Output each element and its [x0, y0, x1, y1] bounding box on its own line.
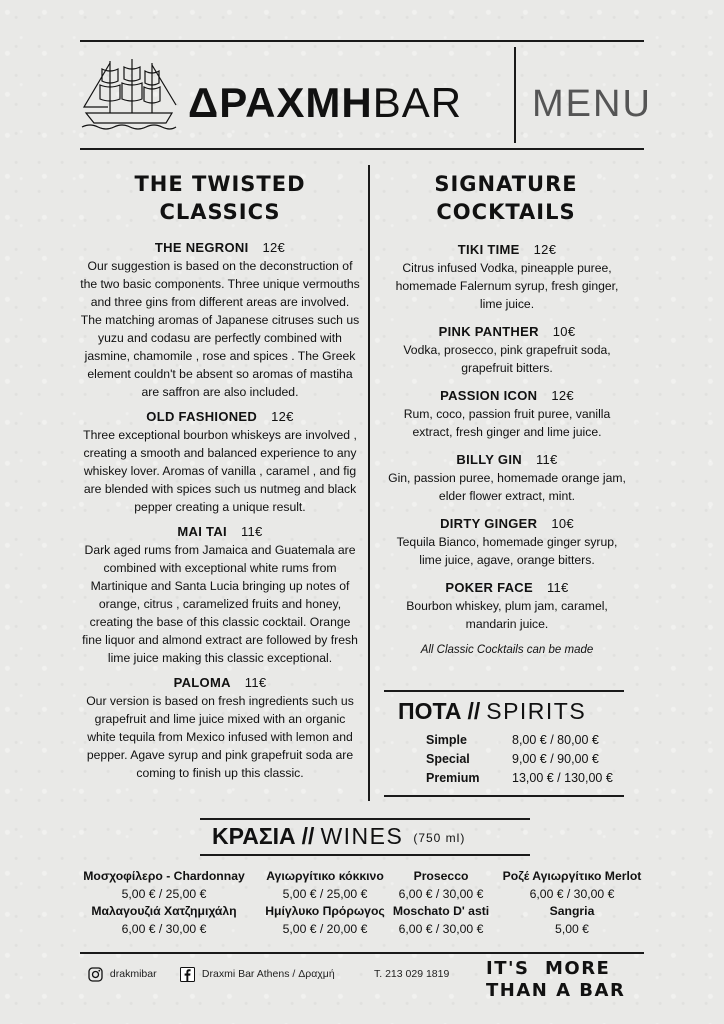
wines-title-english: WINES [320, 823, 404, 849]
wine-name: Sangria [549, 904, 595, 918]
wine-price: 5,00 € / 20,00 € [282, 921, 368, 936]
wine-price: 5,00 € / 25,00 € [282, 886, 368, 901]
spirits-title-greek: ΠΟΤΑ [398, 698, 462, 724]
spirit-price: 13,00 € / 130,00 € [512, 771, 613, 785]
classic-cocktails-note: All Classic Cocktails can be made [420, 644, 594, 656]
cocktail-item-dirty-ginger [384, 514, 630, 569]
wine-column-4 [494, 868, 650, 938]
cocktail-item-mai-tai [80, 522, 360, 667]
sailing-ship-icon [80, 55, 178, 135]
cocktail-description: Bourbon whiskey, plum jam, caramel, mandarin juice. [406, 599, 608, 631]
cocktail-name: OLD FASHIONED [146, 409, 258, 424]
wine-name: Moschato D' asti [392, 904, 490, 918]
cocktail-name: TIKI TIME [457, 242, 520, 257]
spirit-price: 9,00 € / 90,00 € [512, 752, 599, 766]
cocktail-price: 12€ [262, 240, 286, 255]
cocktail-description: Vodka, prosecco, pink grapefruit soda, grapefruit bitters. [403, 343, 611, 375]
wines-bottom-rule [200, 854, 530, 856]
wine-name: Ροζέ Αγιωργίτικο Merlot [502, 869, 642, 883]
menu-title: MENU [532, 83, 652, 125]
cocktail-name: PALOMA [173, 675, 231, 690]
wine-price: 6,00 € / 30,00 € [398, 886, 484, 901]
cocktail-price: 12€ [533, 242, 557, 257]
cocktail-item-passion-icon [384, 386, 630, 441]
spirits-title-separator: // [467, 698, 481, 724]
wine-item [378, 903, 504, 938]
instagram-handle: drakmibar [109, 968, 157, 980]
cocktail-name: MAI TAI [177, 524, 227, 539]
slogan: IT'S MORE THAN A BAR [486, 958, 626, 1001]
wine-name: Μοσχοφίλερο - Chardonnay [83, 869, 245, 883]
footer-rule [80, 952, 644, 954]
cocktail-name: PINK PANTHER [438, 324, 539, 339]
facebook-page: Draxmi Bar Athens / Δραχμή [201, 968, 335, 980]
brand-logo [188, 80, 462, 126]
instagram-icon [88, 967, 103, 982]
spirit-name: Premium [426, 771, 480, 785]
cocktail-price: 12€ [271, 409, 294, 424]
cocktail-description: Our version is based on fresh ingredients such us grapefruit and lime juice mixed with an organic white tequila from Mexico infused with lemon and pepper. Agave syrup and pink grapefruit soda are coming to finish up this classic. [86, 694, 354, 780]
brand-name-greek: ΔΡΑΧΜΗ [188, 79, 373, 126]
brand-name-bar: BAR [372, 79, 463, 126]
cocktail-description: Dark aged rums from Jamaica and Guatemala are combined with exceptional white rums from Martinique and Santa Lucia bringing up notes of orange, citrus , caramelized fruits and honey, creating the base of this classic cocktail. Orange fine liquor and almond extract are followed by fresh lime juice making this classic exceptional. [82, 543, 358, 665]
wine-item [378, 868, 504, 903]
wine-price: 6,00 € / 30,00 € [529, 886, 615, 901]
wines-title-separator: // [301, 823, 315, 849]
wine-item [70, 903, 258, 938]
cocktail-name: PASSION ICON [440, 388, 538, 403]
wines-title [212, 821, 465, 853]
cocktail-item-poker-face [384, 578, 630, 633]
facebook-link[interactable] [180, 966, 335, 982]
spirits-top-rule [384, 690, 624, 692]
cocktail-price: 11€ [240, 524, 263, 539]
phone-number: T. 213 029 1819 [374, 968, 450, 980]
wine-price: 5,00 € [555, 921, 589, 936]
facebook-icon [180, 967, 195, 982]
column-divider [368, 165, 370, 801]
cocktail-description: Our suggestion is based on the deconstruction of the two basic components. Three unique vermouths and three gins from different areas are involved. The matching aromas of Japanese citruses such us yuzu and codasu are perfectly combined with jasmine, chamomile , rose and spices . The Greek element couldn't be absent so aromas of mastiha are saffron are also included. [80, 259, 360, 399]
cocktail-item-old-fashioned [80, 407, 360, 516]
wine-name: Ημίγλυκο Πρόρωγος [265, 904, 385, 918]
twisted-classics-list [80, 238, 360, 788]
spirits-bottom-rule [384, 795, 624, 797]
wines-top-rule [200, 818, 530, 820]
cocktail-price: 11€ [535, 452, 558, 467]
cocktail-name: THE NEGRONI [154, 240, 249, 255]
spirit-name: Simple [426, 733, 467, 747]
signature-cocktails-list [384, 240, 630, 659]
cocktail-price: 10€ [551, 516, 574, 531]
cocktail-name: DIRTY GINGER [440, 516, 538, 531]
cocktail-price: 10€ [552, 324, 576, 339]
wine-item [70, 868, 258, 903]
cocktail-item-billy-gin [384, 450, 630, 505]
cocktail-price: 11€ [546, 580, 569, 595]
cocktail-item-paloma [80, 673, 360, 782]
twisted-classics-title: THE TWISTED CLASSICS [134, 172, 306, 224]
cocktail-description: Citrus infused Vodka, pineapple puree, homemade Falernum syrup, fresh ginger, lime juice. [395, 261, 619, 311]
cocktail-price: 11€ [244, 675, 267, 690]
wine-item [494, 903, 650, 938]
header-divider [514, 47, 516, 143]
spirits-title [398, 696, 586, 726]
wine-name: Prosecco [413, 869, 469, 883]
cocktail-description: Gin, passion puree, homemade orange jam, elder flower extract, mint. [388, 471, 626, 503]
cocktail-item-negroni [80, 238, 360, 401]
spirit-name: Special [426, 752, 470, 766]
cocktail-name: BILLY GIN [456, 452, 522, 467]
cocktail-name: POKER FACE [445, 580, 533, 595]
cocktail-item-tiki-time [384, 240, 630, 313]
cocktail-description: Tequila Bianco, homemade ginger syrup, lime juice, agave, orange bitters. [396, 535, 618, 567]
cocktail-description: Rum, coco, passion fruit puree, vanilla extract, fresh ginger and lime juice. [403, 407, 611, 439]
signature-cocktails-title: SIGNATURE COCKTAILS [434, 172, 578, 224]
instagram-link[interactable] [88, 966, 157, 982]
cocktail-description: Three exceptional bourbon whiskeys are involved , creating a smooth and balanced experience to any whiskey lover. Aromas of vanilla , caramel , and fig are blended with spices such us nutmeg and black pepper creating a unique result. [83, 428, 357, 514]
wine-column-1 [70, 868, 258, 938]
spirits-title-english: SPIRITS [486, 698, 587, 724]
header-bottom-rule [80, 148, 644, 150]
cocktail-price: 12€ [551, 388, 574, 403]
wine-column-3 [378, 868, 504, 938]
wine-name: Αγιωργίτικο κόκκινο [266, 869, 384, 883]
wine-price: 5,00 € / 25,00 € [121, 886, 207, 901]
wine-price: 6,00 € / 30,00 € [121, 921, 207, 936]
wine-item [494, 868, 650, 903]
cocktail-item-pink-panther [384, 322, 630, 377]
wines-volume: (750 ml) [413, 830, 466, 845]
spirit-price: 8,00 € / 80,00 € [512, 733, 599, 747]
wine-price: 6,00 € / 30,00 € [398, 921, 484, 936]
wine-name: Μαλαγουζιά Χατζημιχάλη [91, 904, 237, 918]
header-top-rule [80, 40, 644, 42]
wines-title-greek: ΚΡΑΣΙΑ [212, 823, 296, 849]
